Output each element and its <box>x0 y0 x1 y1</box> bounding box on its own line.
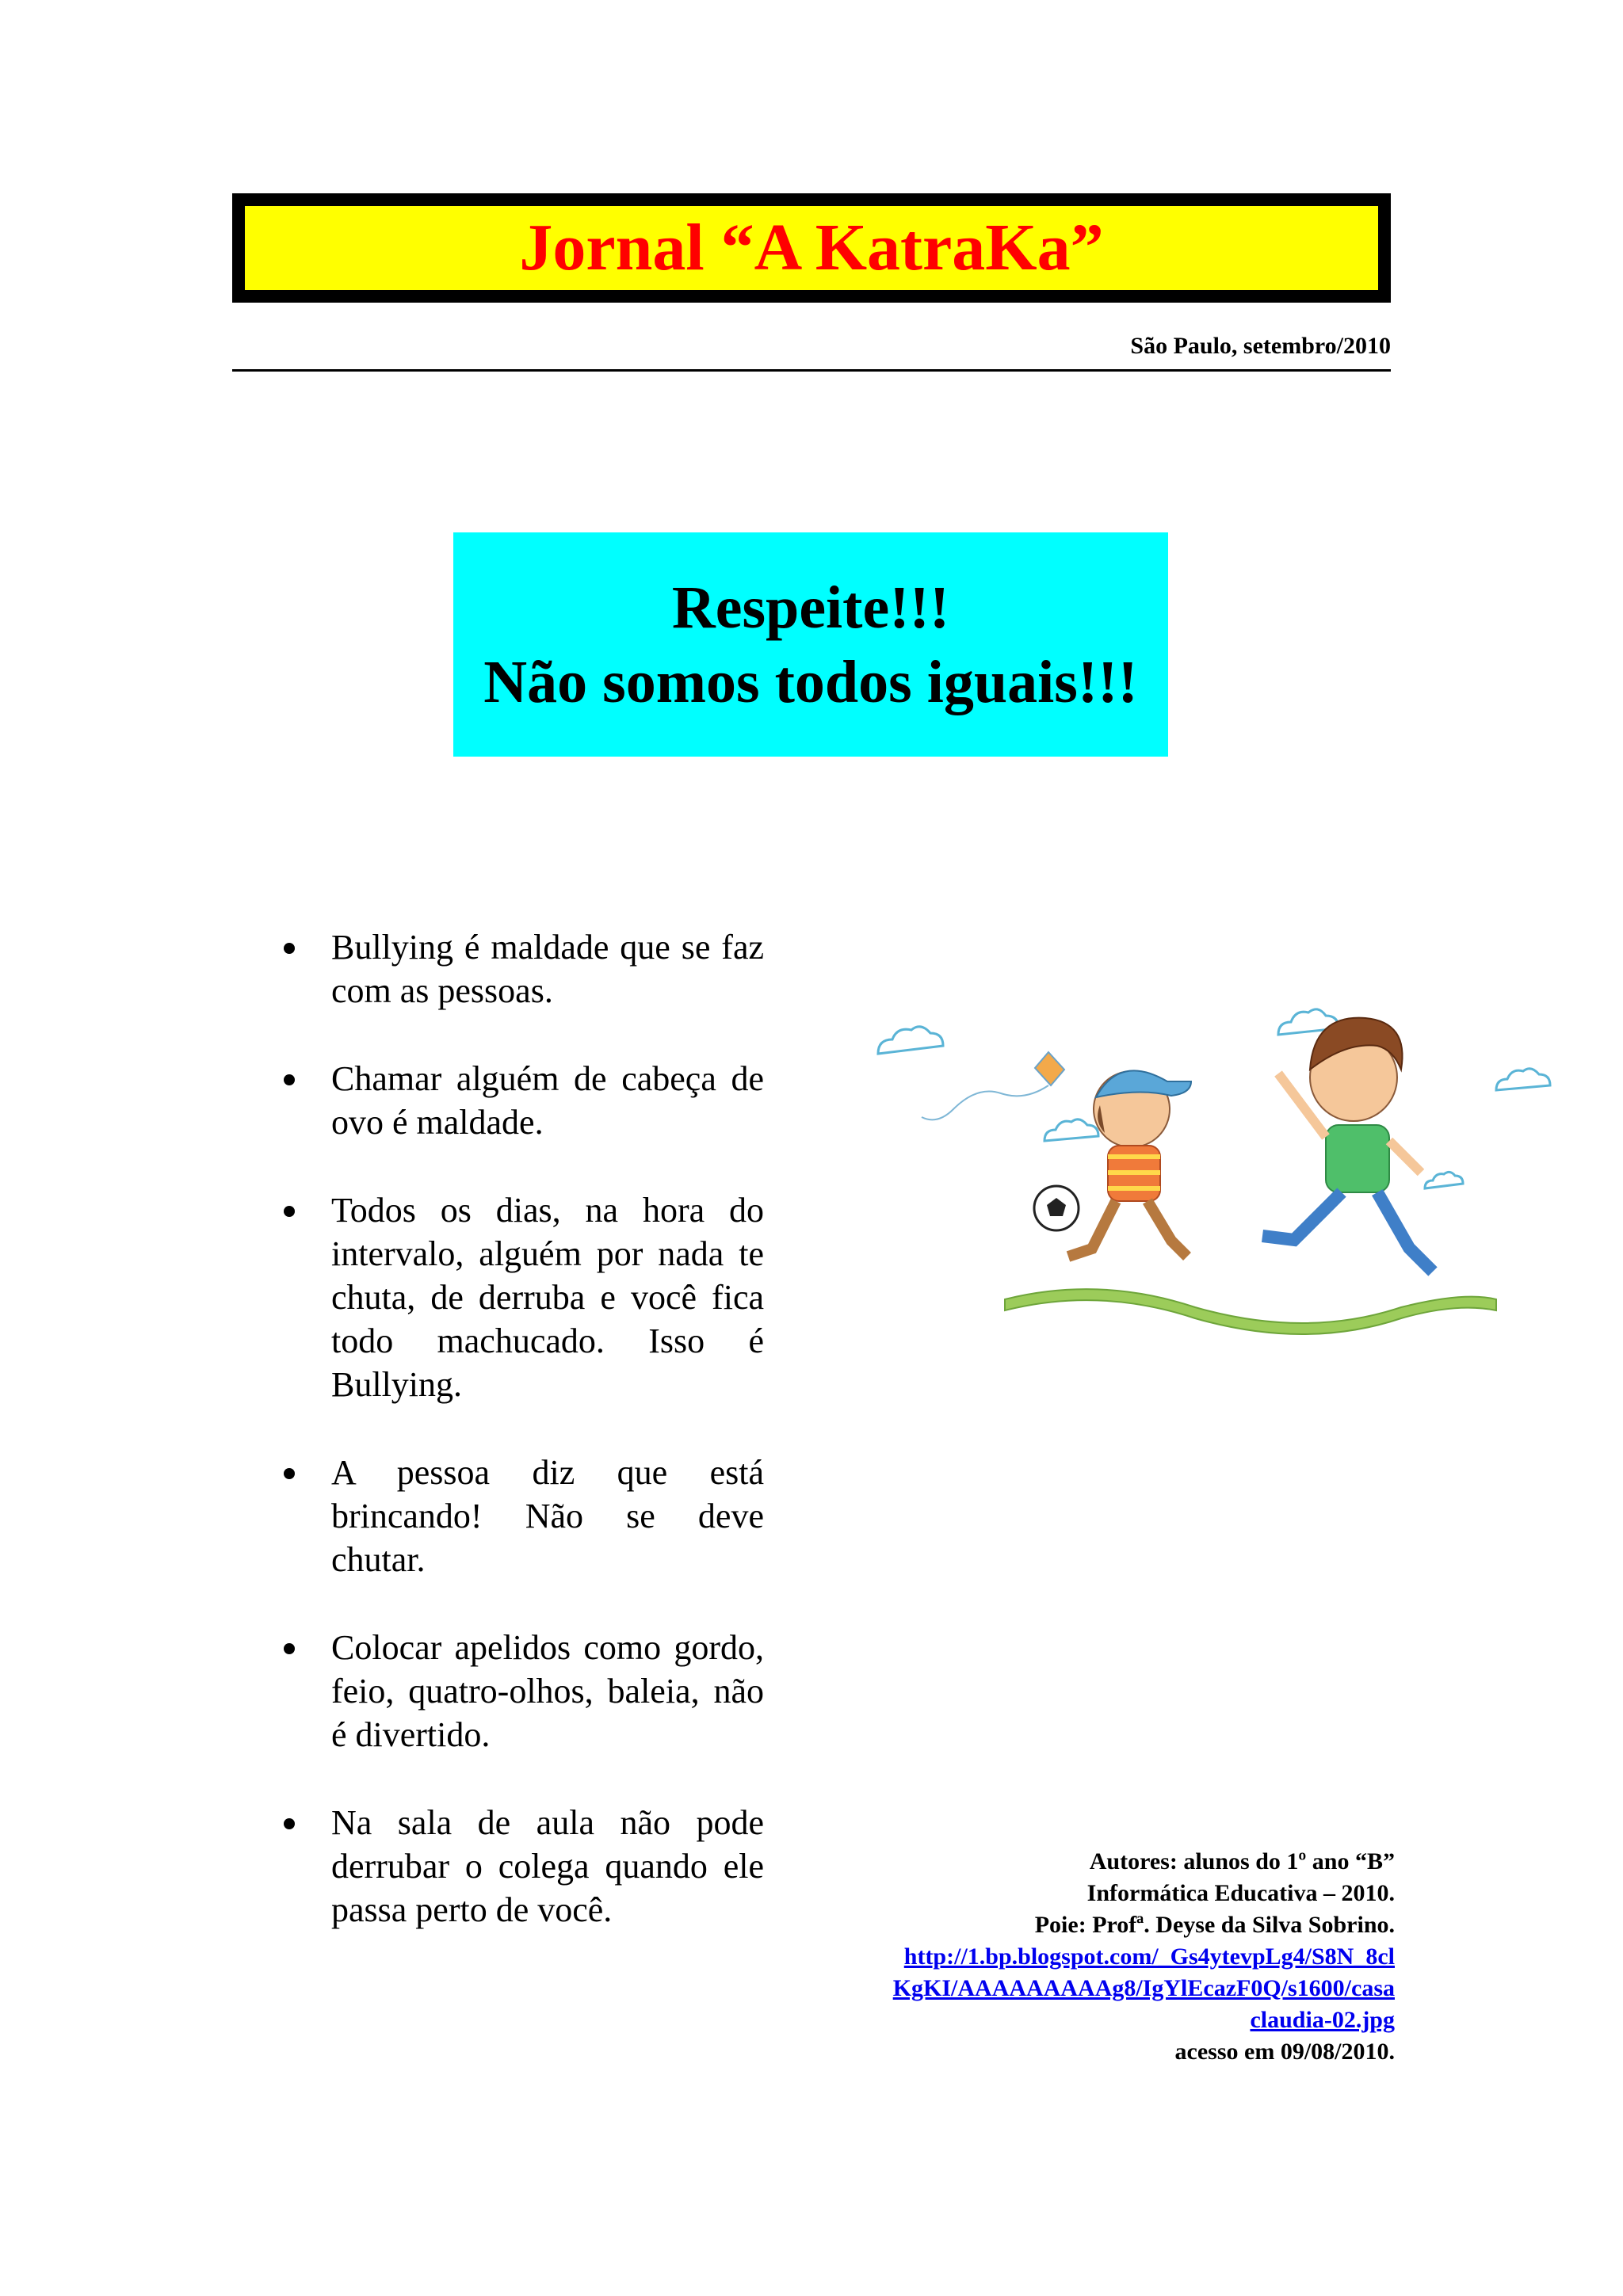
list-item <box>279 1057 764 1144</box>
bullet-icon <box>284 943 295 954</box>
list-item <box>279 1188 764 1406</box>
bullet-text: Chamar alguém de cabeça de ovo é maldade. <box>331 1059 764 1142</box>
boy-with-cap-figure <box>1068 1070 1191 1257</box>
bullet-icon <box>284 1206 295 1217</box>
newspaper-title: Jornal “A KatraKa” <box>519 211 1104 284</box>
credits-support: Poie: Profª. Deyse da Silva Sobrino. <box>1034 1912 1395 1938</box>
bullet-text: Todos os dias, na hora do intervalo, alguém por nada te chuta, de derruba e você fica todo machucado. Isso é Bullying. <box>331 1191 764 1404</box>
credits-authors: Autores: alunos do 1º ano “B” <box>1089 1848 1395 1875</box>
headline-line-2: Não somos todos iguais!!! <box>483 648 1138 715</box>
list-item <box>279 925 764 1013</box>
credits-course: Informática Educativa – 2010. <box>1086 1880 1395 1906</box>
credits-access-date: acesso em 09/08/2010. <box>1174 2039 1395 2065</box>
bullet-text: Colocar apelidos como gordo, feio, quatro-olhos, baleia, não é divertido. <box>331 1628 764 1754</box>
curly-haired-boy-figure <box>1262 1018 1433 1272</box>
kite-icon <box>922 1052 1064 1119</box>
image-source-link[interactable]: http://1.bp.blogspot.com/_Gs4ytevpLg4/S8N_8clKgKI/AAAAAAAAAg8/IgYlEcazF0Q/s1600/casaclaudia-02.jpg <box>892 1943 1395 2033</box>
bullet-text: Na sala de aula não pode derrubar o colega quando ele passa perto de você. <box>331 1803 764 1929</box>
masthead-banner <box>232 193 1391 303</box>
bullet-text: Bullying é maldade que se faz com as pessoas. <box>331 928 764 1010</box>
headline-line-1: Respeite!!! <box>671 574 950 641</box>
headline-box <box>453 532 1168 757</box>
bullet-icon <box>284 1074 295 1085</box>
bullet-text: A pessoa diz que está brincando! Não se deve chutar. <box>331 1453 764 1579</box>
dateline: São Paulo, setembro/2010 <box>232 333 1391 372</box>
bullet-icon <box>284 1643 295 1654</box>
credits-block <box>888 1846 1395 2068</box>
list-item <box>279 1451 764 1581</box>
children-playing-soccer-illustration <box>870 990 1560 1355</box>
list-item <box>279 1626 764 1756</box>
list-item <box>279 1801 764 1932</box>
masthead-inner <box>245 206 1378 290</box>
bullet-list <box>279 925 764 1976</box>
grass-strip <box>1005 1289 1496 1334</box>
bullet-icon <box>284 1818 295 1829</box>
bullet-icon <box>284 1468 295 1479</box>
cloud-icons <box>878 1009 1550 1188</box>
soccer-ball-icon <box>1034 1186 1079 1230</box>
